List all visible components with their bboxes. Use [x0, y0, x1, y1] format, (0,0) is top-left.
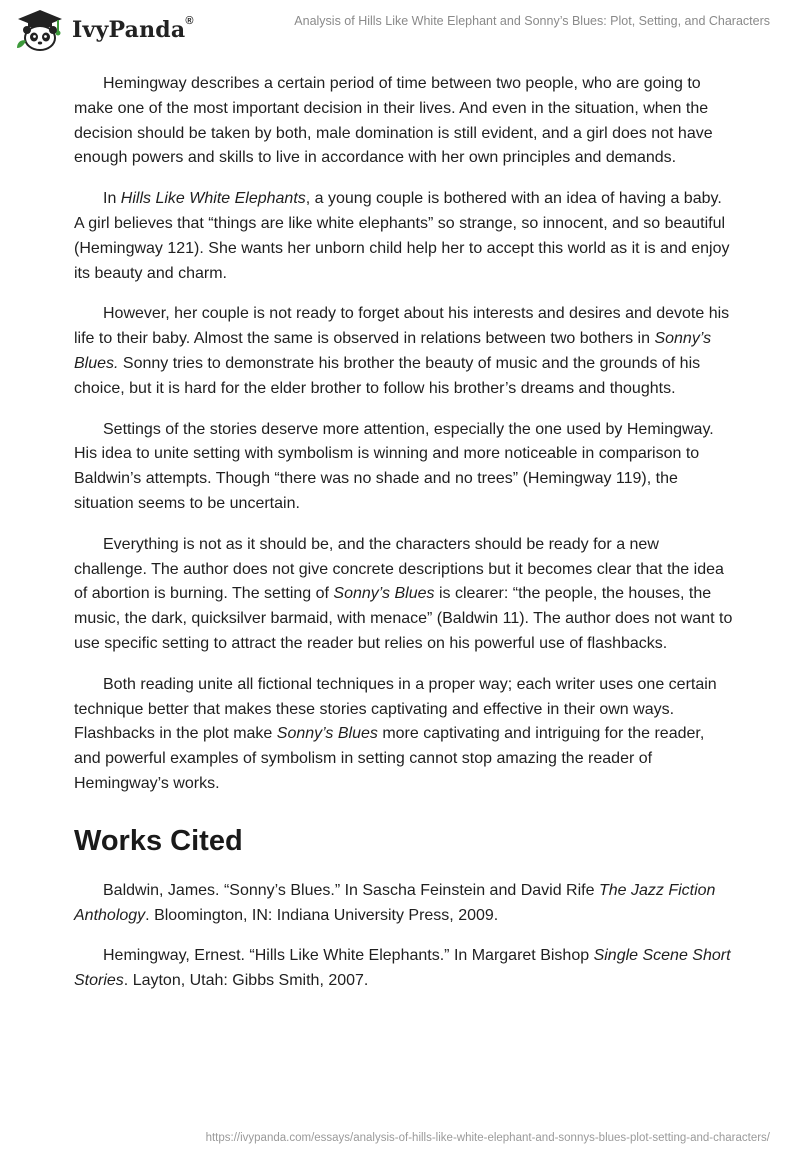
- citation-baldwin: Baldwin, James. “Sonny’s Blues.” In Sascha Feinstein and David Rife The Jazz Fiction Anthology. Bloomington, IN: Indiana University Press, 2009.: [74, 881, 716, 924]
- ivypanda-logo[interactable]: [14, 8, 194, 52]
- essay-content: [74, 72, 734, 1010]
- paragraph-3: However, her couple is not ready to forget about his interests and desires and devote his life to their baby. Almost the same is observed in relations between two bothers in Sonny’s Blues. Sonny tries to demonstrate his brother the beauty of music and the grounds of his choice, but it is hard for the elder brother to follow his brother’s dreams and thoughts.: [74, 305, 730, 397]
- source-url[interactable]: https://ivypanda.com/essays/analysis-of-hills-like-white-elephant-and-sonnys-blues-plot-setting-and-characters/: [205, 1132, 770, 1144]
- citation-hemingway: Hemingway, Ernest. “Hills Like White Elephants.” In Margaret Bishop Single Scene Short Stories. Layton, Utah: Gibbs Smith, 2007.: [74, 947, 731, 990]
- panda-graduate-icon: [14, 8, 66, 52]
- logo-wordmark: IvyPanda®: [72, 15, 194, 43]
- paragraph-1: Hemingway describes a certain period of time between two people, who are going to make one of the most important decision in their lives. And even in the situation, when the decision should be taken by both, male domination is still evident, and a girl does not have enough powers and skills to live in accordance with her own principles and demands.: [74, 75, 713, 167]
- works-cited-heading: Works Cited: [74, 824, 243, 857]
- paragraph-4: Settings of the stories deserve more attention, especially the one used by Hemingway. His idea to unite setting with symbolism is winning and more noticeable in comparison to Baldwin’s attempts. Though “there was no shade and no trees” (Hemingway 119), the situation seems to be uncertain.: [74, 420, 714, 512]
- document-title: Analysis of Hills Like White Elephant and Sonny’s Blues: Plot, Setting, and Characters: [294, 14, 770, 28]
- page-header: [0, 0, 800, 64]
- paragraph-6: Both reading unite all fictional techniques in a proper way; each writer uses one certain technique better that makes these stories captivating and effective in their own ways. Flashbacks in the plot make Sonny’s Blues more captivating and intriguing for the reader, and powerful examples of symbolism in setting cannot stop amazing the reader of Hemingway’s works.: [74, 675, 717, 792]
- paragraph-2: In Hills Like White Elephants, a young couple is bothered with an idea of having a baby. A girl believes that “things are like white elephants” so strange, so innocent, and so beautiful (Hemingway 121). She wants her unborn child help her to accept this world as it is and enjoy its beauty and charm.: [74, 190, 730, 282]
- paragraph-5: Everything is not as it should be, and the characters should be ready for a new challenge. The author does not give concrete descriptions but it becomes clear that the idea of abortion is burning. The setting of Sonny’s Blues is clearer: “the people, the houses, the music, the dark, quicksilver barmaid, with menace” (Baldwin 11). The author does not want to use specific setting to attract the reader but relies on his powerful use of flashbacks.: [74, 535, 733, 652]
